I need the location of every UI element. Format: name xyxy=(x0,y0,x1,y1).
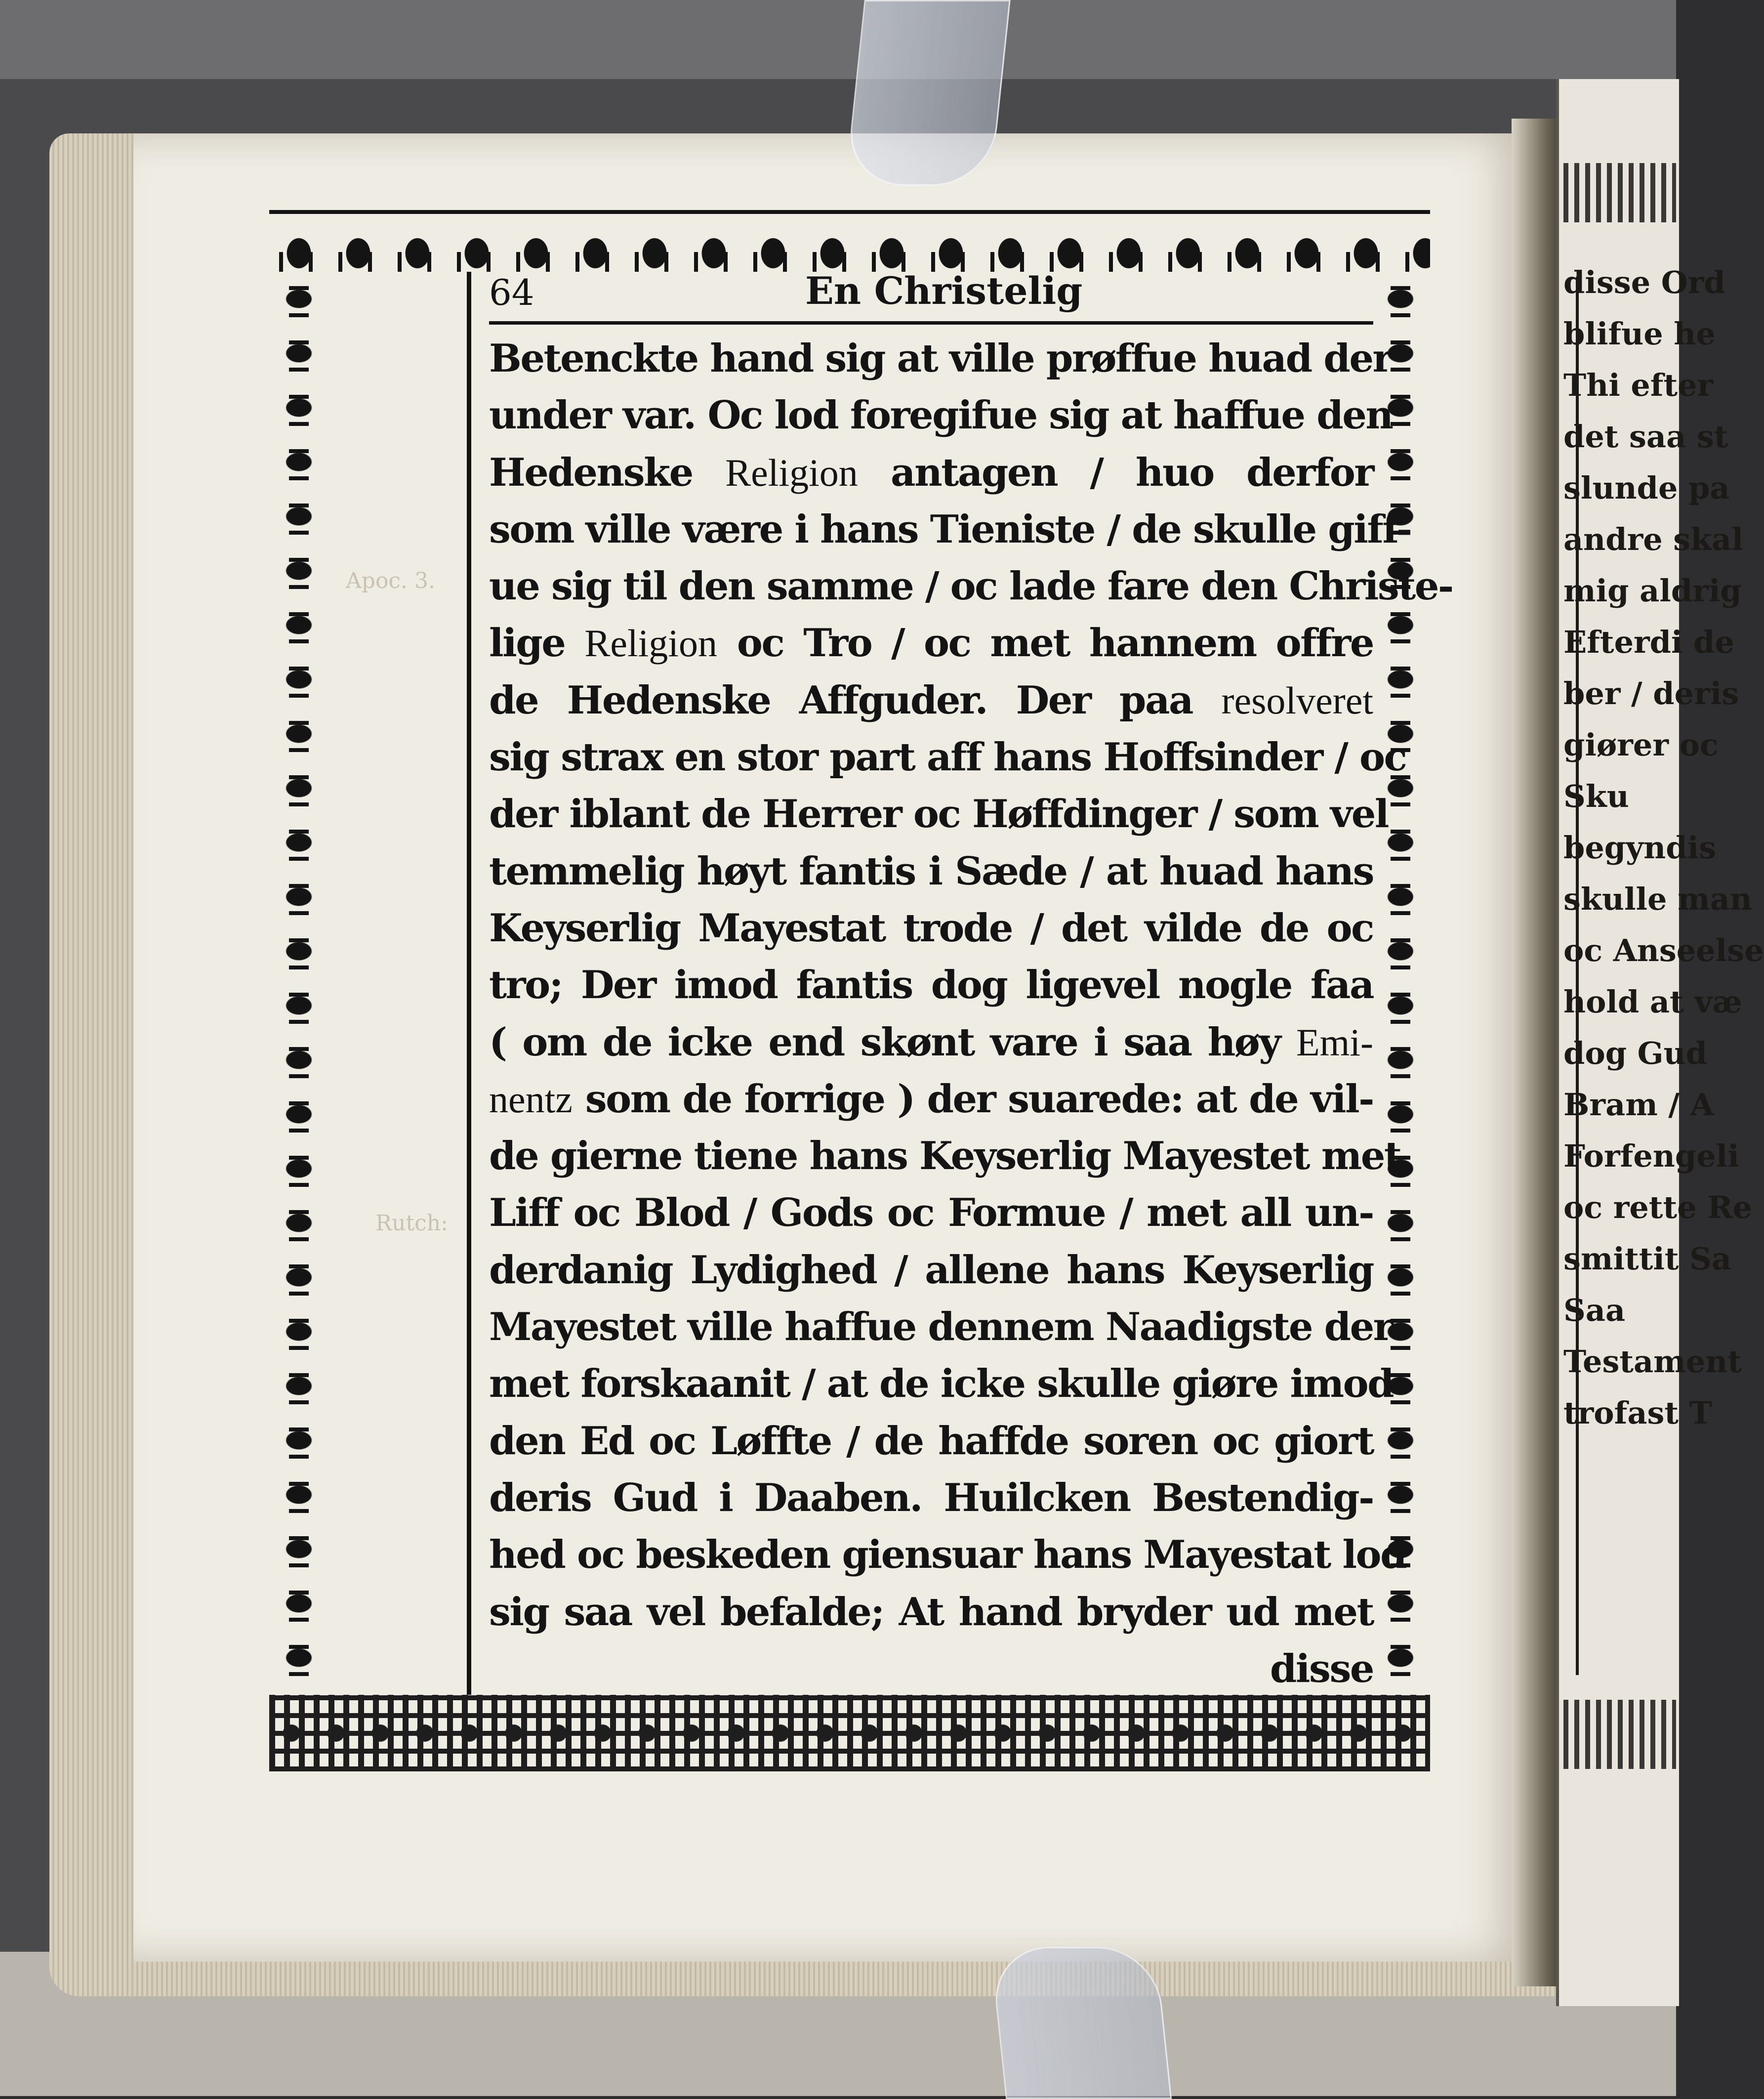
text-line xyxy=(489,672,1373,729)
facing-page-top-ornament xyxy=(1563,163,1676,222)
roman-word: nentz xyxy=(489,1077,573,1121)
blackletter-text: disse xyxy=(1270,1646,1373,1691)
blackletter-text: deris Gud i Daaben. Huilcken Bestendig- xyxy=(489,1475,1373,1520)
facing-page-line: dog Gud xyxy=(1563,1035,1708,1071)
facing-page-line: oc Anseelse xyxy=(1563,932,1764,968)
text-line xyxy=(489,1071,1373,1128)
text-line xyxy=(489,501,1411,558)
text-line xyxy=(489,957,1373,1013)
blackletter-text: tro; Der imod fantis dog ligevel nogle faa xyxy=(489,963,1373,1008)
facing-page-line: Forfengeli xyxy=(1563,1138,1739,1174)
blackletter-text: de gierne tiene hans Keyserlig Mayestet met xyxy=(489,1133,1401,1179)
text-line xyxy=(489,1128,1401,1184)
margin-rule xyxy=(467,272,471,1695)
facing-page-line: Sku xyxy=(1563,778,1629,814)
blackletter-text: sig strax en stor part aff hans Hoffsinder / oc xyxy=(489,735,1406,780)
blackletter-text: Mayestet ville haffue dennem Naadigste der xyxy=(489,1304,1393,1350)
blackletter-text: ue sig til den samme / oc lade fare den Christe- xyxy=(489,564,1453,609)
blackletter-text: oc Tro / oc met hannem offre xyxy=(717,621,1373,666)
blackletter-text: Betenckte hand sig at ville prøffue huad der xyxy=(489,336,1392,381)
roman-word: Religion xyxy=(584,622,717,665)
facing-page-line: skulle man xyxy=(1563,881,1752,917)
blackletter-text: de Hedenske Affguder. Der paa xyxy=(489,677,1222,723)
bleed-through-note-2: Rutch: xyxy=(375,1211,448,1236)
blackletter-text: Liff oc Blod / Gods oc Formue / met all un- xyxy=(489,1190,1373,1236)
backdrop-cloth xyxy=(0,0,1676,79)
text-line xyxy=(489,843,1373,900)
text-line xyxy=(489,1526,1406,1583)
ornament-border-right xyxy=(1371,272,1430,1695)
facing-page-line: giører oc xyxy=(1563,727,1719,763)
blackletter-text: lige xyxy=(489,621,585,666)
facing-page-line: oc rette Re xyxy=(1563,1189,1753,1225)
text-line xyxy=(489,729,1406,786)
blackletter-text: derdanig Lydighed / allene hans Keyserlig xyxy=(489,1247,1373,1293)
blackletter-text: antagen / huo derfor xyxy=(858,450,1373,495)
facing-page-line: andre skal xyxy=(1563,521,1743,557)
blackletter-text: som de forrige ) der suarede: at de vil- xyxy=(572,1076,1373,1122)
facing-page-text xyxy=(1563,257,1764,1439)
facing-page-line: Thi efter xyxy=(1563,367,1714,403)
blackletter-text: hed oc beskeden giensuar hans Mayestat lod xyxy=(489,1532,1406,1578)
text-line xyxy=(489,1469,1373,1526)
facing-page-line: det saa st xyxy=(1563,419,1728,455)
text-line xyxy=(489,387,1393,444)
text-line xyxy=(489,615,1373,672)
text-line xyxy=(489,444,1373,501)
blackletter-text: Keyserlig Mayestat trode / det vilde de oc xyxy=(489,905,1373,951)
text-line xyxy=(489,1640,1373,1697)
text-line xyxy=(489,1413,1373,1469)
text-line xyxy=(489,900,1373,957)
blackletter-text: som ville være i hans Tieniste / de skulle giff- xyxy=(489,506,1411,552)
text-line xyxy=(489,1014,1373,1071)
text-line xyxy=(489,558,1453,615)
ornament-border-left xyxy=(269,272,328,1695)
facing-page-line: Efterdi de xyxy=(1563,624,1734,660)
facing-page-line: smittit Sa xyxy=(1563,1241,1732,1277)
bleed-through-note-1: Apoc. 3. xyxy=(346,568,436,593)
blackletter-text: der iblant de Herrer oc Høffdinger / som vel xyxy=(489,792,1389,837)
facing-page-line: mig aldrig xyxy=(1563,573,1742,609)
page-clip-bottom xyxy=(990,1947,1172,2099)
blackletter-text: ( om de icke end skønt vare i saa høy xyxy=(489,1019,1297,1065)
running-head: En Christelig xyxy=(805,269,1083,313)
ornament-border-bottom xyxy=(269,1695,1430,1771)
roman-word: Religion xyxy=(725,451,858,494)
text-line xyxy=(489,786,1389,842)
text-line xyxy=(489,1184,1373,1241)
blackletter-text: temmelig høyt fantis i Sæde / at huad hans xyxy=(489,848,1373,894)
roman-word: Emi- xyxy=(1296,1020,1373,1064)
facing-page-line: hold at væ xyxy=(1563,984,1742,1020)
text-line xyxy=(489,330,1392,387)
blackletter-text: under var. Oc lod foregifue sig at haffue den xyxy=(489,393,1393,438)
text-line xyxy=(489,1584,1373,1640)
text-line xyxy=(489,1242,1373,1299)
facing-page-line: Testament xyxy=(1563,1343,1742,1380)
page-header xyxy=(489,267,1373,325)
facing-page-line: Saa xyxy=(1563,1292,1626,1328)
blackletter-text: den Ed oc Løffte / de haffde soren oc giort xyxy=(489,1418,1373,1464)
blackletter-text: sig saa vel befalde; At hand bryder ud met xyxy=(489,1589,1373,1635)
facing-page-bottom-ornament xyxy=(1563,1700,1676,1769)
facing-page-line: blifue he xyxy=(1563,316,1716,352)
text-line xyxy=(489,1355,1394,1412)
blackletter-text: Hedenske xyxy=(489,450,726,495)
ornament-border-top xyxy=(269,210,1430,272)
facing-page-line: slunde pa xyxy=(1563,470,1730,506)
facing-page-line: begyndis xyxy=(1563,830,1717,866)
page-number: 64 xyxy=(489,272,534,313)
facing-page-line: ber / deris xyxy=(1563,675,1739,712)
blackletter-text: met forskaanit / at de icke skulle giøre imod xyxy=(489,1361,1394,1407)
body-text xyxy=(489,330,1453,1697)
facing-page-line: trofast T xyxy=(1563,1395,1712,1431)
facing-page-line: Bram / A xyxy=(1563,1087,1714,1123)
roman-word: resolveret xyxy=(1221,678,1373,722)
facing-page-line: disse Ord xyxy=(1563,264,1725,300)
text-line xyxy=(489,1299,1393,1355)
